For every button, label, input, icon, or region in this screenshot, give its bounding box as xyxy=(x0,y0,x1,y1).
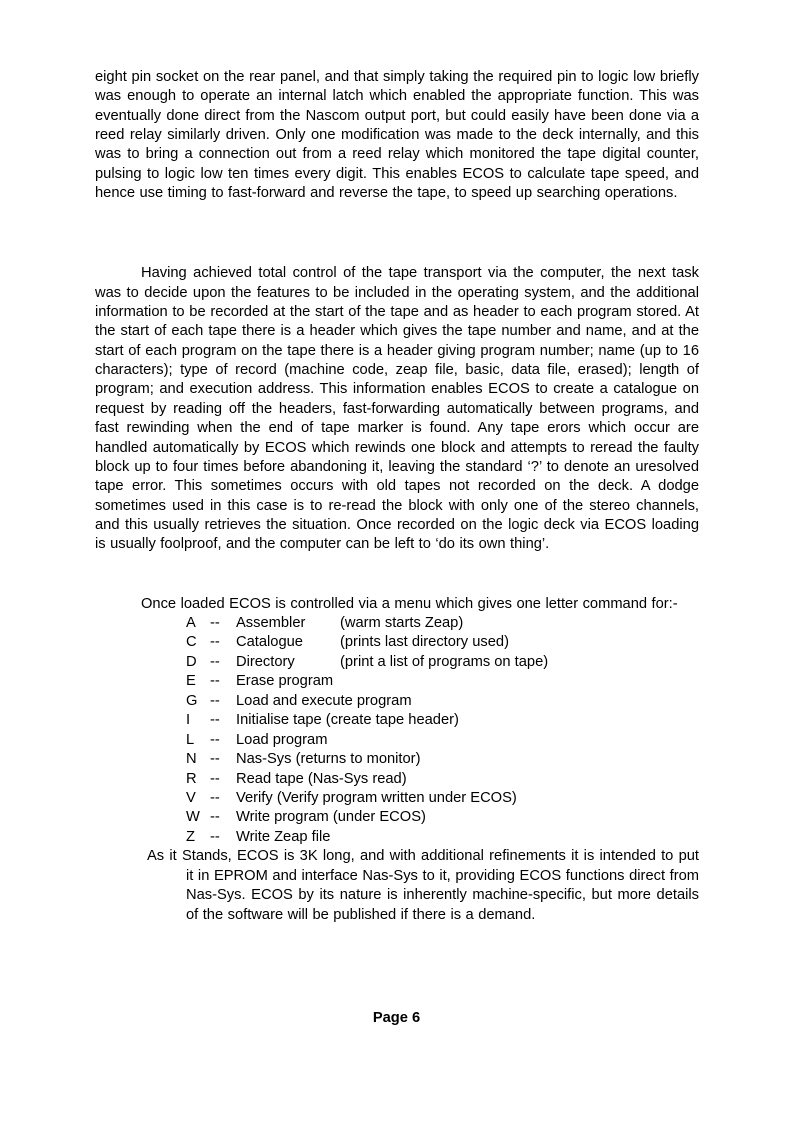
command-description: Write program (under ECOS) xyxy=(236,809,426,826)
list-item xyxy=(95,614,699,633)
page-body xyxy=(95,68,699,925)
command-key: I xyxy=(186,712,191,729)
command-description: Load and execute program xyxy=(236,692,412,709)
command-description: Erase program xyxy=(236,673,334,690)
command-description: Write Zeap file xyxy=(236,828,331,845)
command-description: Directory xyxy=(236,653,295,670)
command-dash: -- xyxy=(210,789,220,806)
command-dash: -- xyxy=(210,614,220,631)
command-description: Load program xyxy=(236,731,328,748)
paragraph-ecos-summary: As it Stands, ECOS is 3K long, and with additional refinements it is intended to put it in EPROM and interface Nas-Sys to it, providing ECOS functions direct from Nas-Sys. ECOS by its nature is inherently machine-specific, but more details of the software will be published if there is a demand. xyxy=(147,848,699,923)
command-description: Read tape (Nas-Sys read) xyxy=(236,770,407,787)
command-key: W xyxy=(186,809,200,826)
paragraph-spacer xyxy=(95,203,699,264)
command-dash: -- xyxy=(210,809,220,826)
command-key: Z xyxy=(186,828,195,845)
list-item xyxy=(95,789,699,808)
command-key: N xyxy=(186,751,197,768)
command-key: V xyxy=(186,789,196,806)
command-dash: -- xyxy=(210,634,220,651)
command-description: Initialise tape (create tape header) xyxy=(236,712,459,729)
command-description: Verify (Verify program written under ECOS) xyxy=(236,789,517,806)
command-dash: -- xyxy=(210,712,220,729)
command-dash: -- xyxy=(210,692,220,709)
paragraph-ecos-features: Having achieved total control of the tape transport via the computer, the next task was to decide upon the features to be included in the operating system, and the additional information to be recorded at the start of the tape and as header to each program stored. At the start of each tape there is a header which gives the tape number and name, and at the start of each program on the tape there is a header giving program number; name (up to 16 characters); type of record (machine code, zeap file, basic, data file, erased); length of program; and execution address. This information enables ECOS to create a catalogue on request by reading off the headers, fast-forwarding automatically between programs, and fast rewinding when the end of tape marker is found. Any tape erors which occur are handled automatically by ECOS which rewinds one block and attempts to reread the faulty block up to four times before abandoning it, leaving the standard ‘?’ to denote an uresolved tape error. This sometimes occurs with old tapes not recorded on the deck. A dodge sometimes used in this case is to re-read the block with only one of the stereo channels, and this usually retrieves the situation. Once recorded on the logic deck via ECOS loading is usually foolproof, and the computer can be left to ‘do its own thing’. xyxy=(95,265,699,553)
list-item xyxy=(95,653,699,672)
paragraph-tape-transport-control: eight pin socket on the rear panel, and that simply taking the required pin to logic low briefly was enough to operate an internal latch which enabled the appropriate function. This was eventually done direct from the Nascom output port, but could easily have been done via a reed relay similarly driven. Only one modification was made to the deck internally, and this was to bring a connection out from a reed relay which monitored the tape digital counter, pulsing to logic low ten times every digit. This enables ECOS to calculate tape speed, and hence use timing to fast-forward and reverse the tape, to speed up searching operations. xyxy=(95,69,699,202)
paragraph-menu-intro: Once loaded ECOS is controlled via a menu which gives one letter command for:- xyxy=(141,595,678,612)
command-key: E xyxy=(186,673,196,690)
list-item xyxy=(95,770,699,789)
command-dash: -- xyxy=(210,673,220,690)
command-note: (warm starts Zeap) xyxy=(340,614,464,631)
command-key: L xyxy=(186,731,195,748)
ecos-command-list xyxy=(95,614,699,847)
command-description: Assembler xyxy=(236,614,306,631)
paragraph-spacer xyxy=(95,555,699,595)
command-note: (print a list of programs on tape) xyxy=(340,653,549,670)
command-key: R xyxy=(186,770,197,787)
list-item xyxy=(95,750,699,769)
command-description: Nas-Sys (returns to monitor) xyxy=(236,751,421,768)
command-key: D xyxy=(186,653,197,670)
list-item xyxy=(95,692,699,711)
list-item xyxy=(95,633,699,652)
command-key: A xyxy=(186,614,196,631)
command-dash: -- xyxy=(210,653,220,670)
list-item xyxy=(95,808,699,827)
command-dash: -- xyxy=(210,731,220,748)
command-dash: -- xyxy=(210,751,220,768)
command-description: Catalogue xyxy=(236,634,303,651)
list-item xyxy=(95,672,699,691)
page-number-footer: Page 6 xyxy=(372,1010,421,1026)
command-dash: -- xyxy=(210,828,220,845)
command-note: (prints last directory used) xyxy=(340,634,509,651)
list-item xyxy=(95,711,699,730)
command-dash: -- xyxy=(210,770,220,787)
command-key: C xyxy=(186,634,197,651)
command-key: G xyxy=(186,692,198,709)
list-item xyxy=(95,828,699,847)
list-item xyxy=(95,731,699,750)
